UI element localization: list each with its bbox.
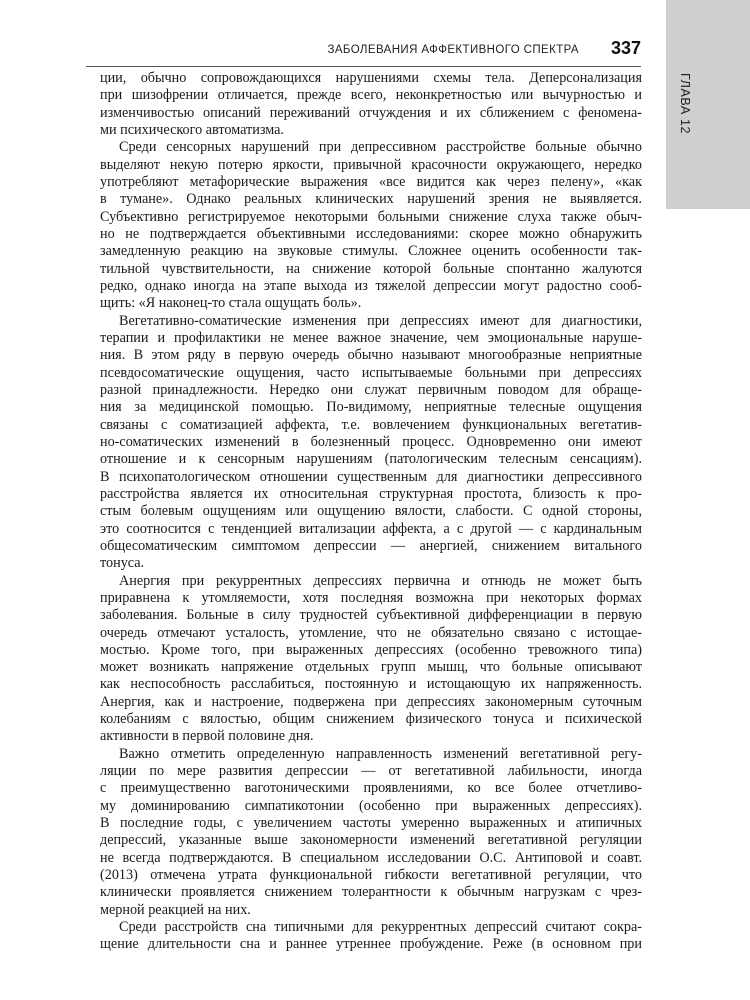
text-line: с преимущественно ваготоническими проявлениями, ко все более отчетливо- xyxy=(100,780,642,797)
text-line: замедленную реакцию на звуковые стимулы. Сложнее оценить особенности так- xyxy=(100,243,642,260)
text-line: тильной чувствительности, на снижение которой больные спонтанно жалуются xyxy=(100,260,642,277)
text-line: заболевания. Больные в силу трудностей субъективной дифференциации в первую xyxy=(100,607,642,624)
running-header xyxy=(86,36,641,66)
text-line: Вегетативно-соматические изменения при депрессиях имеют для диагностики, xyxy=(119,312,642,329)
running-title: ЗАБОЛЕВАНИЯ АФФЕКТИВНОГО СПЕКТРА xyxy=(327,44,579,56)
text-line: стым болевым ощущениям или ощущению вялости, слабости. С одной стороны, xyxy=(100,503,642,520)
text-line: клинически проявляется снижением толерантности к обычным нагрузкам с чрез- xyxy=(100,884,642,901)
text-line: редко, однако иногда на этапе выхода из тяжелой депрессии могут радостно сооб- xyxy=(100,277,642,294)
text-line: Анергия, как и настроение, подвержена при депрессиях закономерным суточным xyxy=(100,693,642,710)
text-line: щить: «Я наконец-то стала ощущать боль». xyxy=(100,295,362,312)
text-line: тонуса. xyxy=(100,555,145,572)
text-line: изменчивостью описаний переживаний отчуждения и их сближением с феномена- xyxy=(100,104,642,121)
body-text xyxy=(100,70,642,954)
text-line: депрессий, указанные выше закономерности изменений вегетативной регуляции xyxy=(100,832,642,849)
text-line: приравнена к утомляемости, хотя последняя возможна при некоторых формах xyxy=(100,589,642,606)
text-line: это соотносится с тенденцией витализации аффекта, а с другой — с кардинальным xyxy=(100,520,642,537)
text-line: ния. В этом ряду в первую очередь обычно называют многообразные неприятные xyxy=(100,347,642,364)
text-line: Среди сенсорных нарушений при депрессивном расстройстве больные обычно xyxy=(119,139,642,156)
text-line: В психопатологическом отношении существенным для диагностики депрессивного xyxy=(100,468,642,485)
text-line: мостью. Кроме того, при выраженных депрессиях (особенно тревожного типа) xyxy=(100,641,642,658)
header-rule xyxy=(86,66,641,67)
text-line: активности в первой половине дня. xyxy=(100,728,314,745)
text-line: Важно отметить определенную направленность изменений вегетативной регу- xyxy=(119,745,642,762)
text-line: как неспособность расслабиться, постоянную и истощающую их напряженность. xyxy=(100,676,642,693)
text-line: му доминированию симпатикотонии (особенно при выраженных депрессиях). xyxy=(100,797,642,814)
text-line: щение длительности сна и раннее утреннее пробуждение. Реже (в основном при xyxy=(100,936,642,953)
text-line: ми психического автоматизма. xyxy=(100,121,284,138)
text-line: Среди расстройств сна типичными для рекуррентных депрессий считают сокра- xyxy=(119,919,642,936)
text-line: очередь отмечают усталость, утомление, что не обязательно связано с истощае- xyxy=(100,624,642,641)
text-line: разной принадлежности. Нередко они служат первичным поводом для обраще- xyxy=(100,381,642,398)
text-line: но не подтверждается объективными исследованиями: скорее можно обнаружить xyxy=(100,225,642,242)
text-line: отношение и к сенсорным нарушениям (патологическим телесным сенсациям). xyxy=(100,451,642,468)
page-number: 337 xyxy=(610,38,641,58)
text-line: выделяют некую потерю яркости, привычной красочности окружающего, нередко xyxy=(100,156,642,173)
text-line: при шизофрении отличается, прежде всего, неконкретностью или вычурностью и xyxy=(100,87,642,104)
text-line: не всегда подтверждаются. В специальном исследовании О.С. Антиповой и соавт. xyxy=(100,849,642,866)
text-line: Анергия при рекуррентных депрессиях первична и отнюдь не может быть xyxy=(119,572,642,589)
text-line: общесоматическим симптомом депрессии — анергией, снижением витального xyxy=(100,537,642,554)
text-line: может возникать напряжение отдельных групп мышц, что больные описывают xyxy=(100,659,642,676)
text-line: мерной реакцией на них. xyxy=(100,901,251,918)
text-line: ния за медицинской помощью. По-видимому, неприятные телесные ощущения xyxy=(100,399,642,416)
text-line: ляции по мере развития депрессии — от вегетативной лабильности, иногда xyxy=(100,763,642,780)
text-line: но-соматических изменений в болезненный процесс. Одновременно они имеют xyxy=(100,433,642,450)
chapter-label: ГЛАВА 12 xyxy=(678,73,692,135)
text-line: псевдосоматические ощущения, часто испытываемые больными при депрессиях xyxy=(100,364,642,381)
text-line: терапии и профилактики не менее важное значение, чем эмоциональные наруше- xyxy=(100,329,642,346)
text-line: в тумане». Однако реальных клинических нарушений зрения не выявляется. xyxy=(100,191,642,208)
text-line: Субъективно регистрируемое некоторыми больными снижение слуха также обыч- xyxy=(100,208,642,225)
text-line: расстройства является их относительная структурная простота, близость к про- xyxy=(100,485,642,502)
text-line: связаны с соматизацией аффекта, т.е. вовлечением функциональных вегетатив- xyxy=(100,416,642,433)
text-line: употребляют метафорические выражения «все видится как через пелену», «как xyxy=(100,173,642,190)
text-line: В последние годы, с увеличением частоты умеренно выраженных и атипичных xyxy=(100,815,642,832)
text-block xyxy=(100,70,642,954)
text-line: (2013) отмечена утрата функциональной гибкости вегетативной регуляции, что xyxy=(100,867,642,884)
text-line: колебаниям с вялостью, общим снижением физического тонуса и психической xyxy=(100,711,642,728)
text-line: ции, обычно сопровождающихся нарушениями схемы тела. Деперсонализация xyxy=(100,70,642,86)
